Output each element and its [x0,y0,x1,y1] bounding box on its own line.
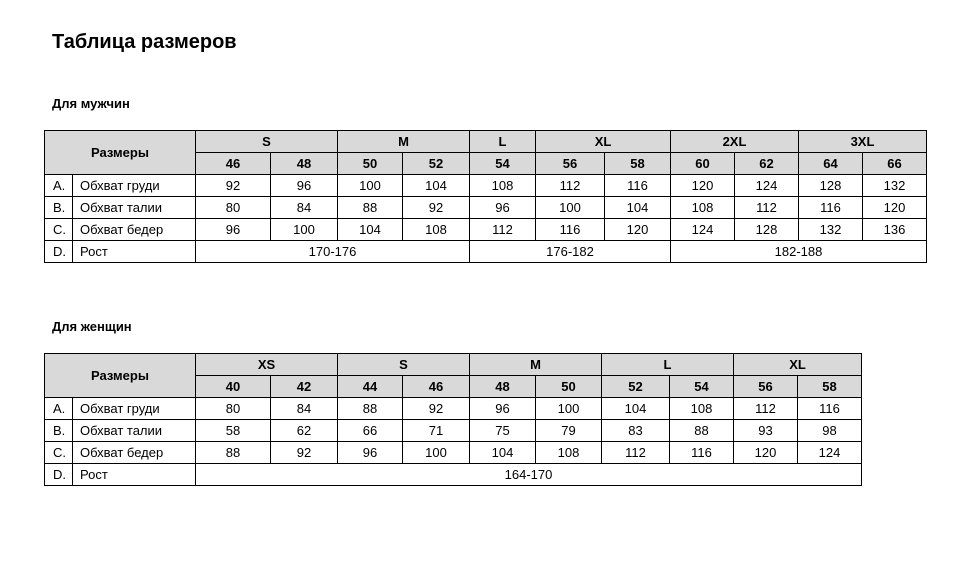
size-number-header: 46 [403,376,470,398]
row-letter: C. [45,442,73,464]
measurement-value: 112 [536,175,605,197]
measurement-value: 116 [536,219,605,241]
measurement-value: 112 [470,219,536,241]
size-group-header: M [338,131,470,153]
size-group-header: S [338,354,470,376]
row-letter: B. [45,197,73,219]
size-number-header: 54 [670,376,734,398]
measurement-value: 124 [798,442,862,464]
measurement-value: 66 [338,420,403,442]
row-letter: D. [45,241,73,263]
page-title: Таблица размеров [52,31,237,53]
measurement-value: 104 [470,442,536,464]
measurement-value: 93 [734,420,798,442]
men-size-table [44,130,927,263]
sizes-corner-header: Размеры [45,131,196,175]
table-row [45,175,927,197]
measurement-value: 62 [271,420,338,442]
size-group-header: M [470,354,602,376]
size-number-header: 48 [470,376,536,398]
size-group-header-row [45,354,862,376]
measurement-value: 132 [863,175,927,197]
measurement-value: 104 [338,219,403,241]
measurement-value: 124 [735,175,799,197]
measurement-value: 120 [863,197,927,219]
size-group-header: XS [196,354,338,376]
measurement-value: 112 [735,197,799,219]
measurement-value: 92 [403,197,470,219]
size-group-header: 2XL [671,131,799,153]
measurement-value: 108 [403,219,470,241]
measurement-value: 88 [670,420,734,442]
size-number-header: 64 [799,153,863,175]
table-row [45,420,862,442]
measurement-value: 80 [196,197,271,219]
measurement-value: 80 [196,398,271,420]
measurement-value: 84 [271,398,338,420]
measurement-value: 108 [671,197,735,219]
height-range-value: 182-188 [671,241,927,263]
size-group-header-row [45,131,927,153]
measurement-value: 128 [799,175,863,197]
measurement-value: 100 [536,398,602,420]
size-number-header: 60 [671,153,735,175]
measurement-value: 88 [338,398,403,420]
measurement-label: Обхват бедер [73,442,196,464]
size-number-header: 40 [196,376,271,398]
measurement-value: 112 [734,398,798,420]
measurement-label: Обхват бедер [73,219,196,241]
measurement-value: 124 [671,219,735,241]
men-section-title: Для мужчин [52,96,130,111]
measurement-label: Обхват талии [73,420,196,442]
measurement-value: 104 [605,197,671,219]
measurement-value: 120 [734,442,798,464]
height-range-value: 170-176 [196,241,470,263]
measurement-value: 92 [271,442,338,464]
measurement-value: 100 [271,219,338,241]
measurement-value: 58 [196,420,271,442]
size-number-header: 62 [735,153,799,175]
size-number-header: 66 [863,153,927,175]
size-number-header: 46 [196,153,271,175]
size-number-header: 44 [338,376,403,398]
measurement-value: 96 [338,442,403,464]
measurement-value: 71 [403,420,470,442]
size-number-header: 58 [798,376,862,398]
row-letter: B. [45,420,73,442]
measurement-value: 116 [799,197,863,219]
row-letter: A. [45,398,73,420]
size-number-header: 54 [470,153,536,175]
measurement-value: 100 [403,442,470,464]
height-range-value: 176-182 [470,241,671,263]
table-row [45,219,927,241]
table-row [45,398,862,420]
measurement-value: 96 [271,175,338,197]
table-row [45,464,862,486]
measurement-value: 108 [670,398,734,420]
table-row [45,241,927,263]
measurement-label: Обхват груди [73,175,196,197]
measurement-value: 75 [470,420,536,442]
measurement-value: 98 [798,420,862,442]
size-group-header: XL [734,354,862,376]
size-number-header: 50 [536,376,602,398]
measurement-value: 100 [338,175,403,197]
women-size-table [44,353,862,486]
measurement-value: 132 [799,219,863,241]
size-number-header: 56 [734,376,798,398]
measurement-value: 92 [196,175,271,197]
measurement-value: 120 [671,175,735,197]
size-number-header: 42 [271,376,338,398]
measurement-value: 128 [735,219,799,241]
measurement-label: Рост [73,464,196,486]
row-letter: D. [45,464,73,486]
size-number-header: 48 [271,153,338,175]
size-group-header: XL [536,131,671,153]
measurement-value: 83 [602,420,670,442]
measurement-value: 96 [470,398,536,420]
row-letter: C. [45,219,73,241]
measurement-value: 120 [605,219,671,241]
women-section-title: Для женщин [52,319,132,334]
size-group-header: 3XL [799,131,927,153]
measurement-value: 100 [536,197,605,219]
measurement-value: 136 [863,219,927,241]
size-group-header: L [470,131,536,153]
measurement-label: Обхват талии [73,197,196,219]
measurement-value: 96 [470,197,536,219]
measurement-value: 84 [271,197,338,219]
size-group-header: S [196,131,338,153]
measurement-value: 116 [670,442,734,464]
size-number-header: 52 [403,153,470,175]
size-number-header: 50 [338,153,403,175]
measurement-value: 88 [196,442,271,464]
measurement-label: Рост [73,241,196,263]
size-number-header: 56 [536,153,605,175]
size-group-header: L [602,354,734,376]
table-row [45,442,862,464]
size-number-header: 58 [605,153,671,175]
measurement-value: 88 [338,197,403,219]
height-range-value: 164-170 [196,464,862,486]
measurement-value: 104 [602,398,670,420]
measurement-value: 79 [536,420,602,442]
measurement-value: 116 [798,398,862,420]
size-number-header: 52 [602,376,670,398]
measurement-label: Обхват груди [73,398,196,420]
measurement-value: 96 [196,219,271,241]
table-row [45,197,927,219]
measurement-value: 112 [602,442,670,464]
row-letter: A. [45,175,73,197]
measurement-value: 104 [403,175,470,197]
measurement-value: 92 [403,398,470,420]
measurement-value: 108 [536,442,602,464]
measurement-value: 108 [470,175,536,197]
sizes-corner-header: Размеры [45,354,196,398]
measurement-value: 116 [605,175,671,197]
